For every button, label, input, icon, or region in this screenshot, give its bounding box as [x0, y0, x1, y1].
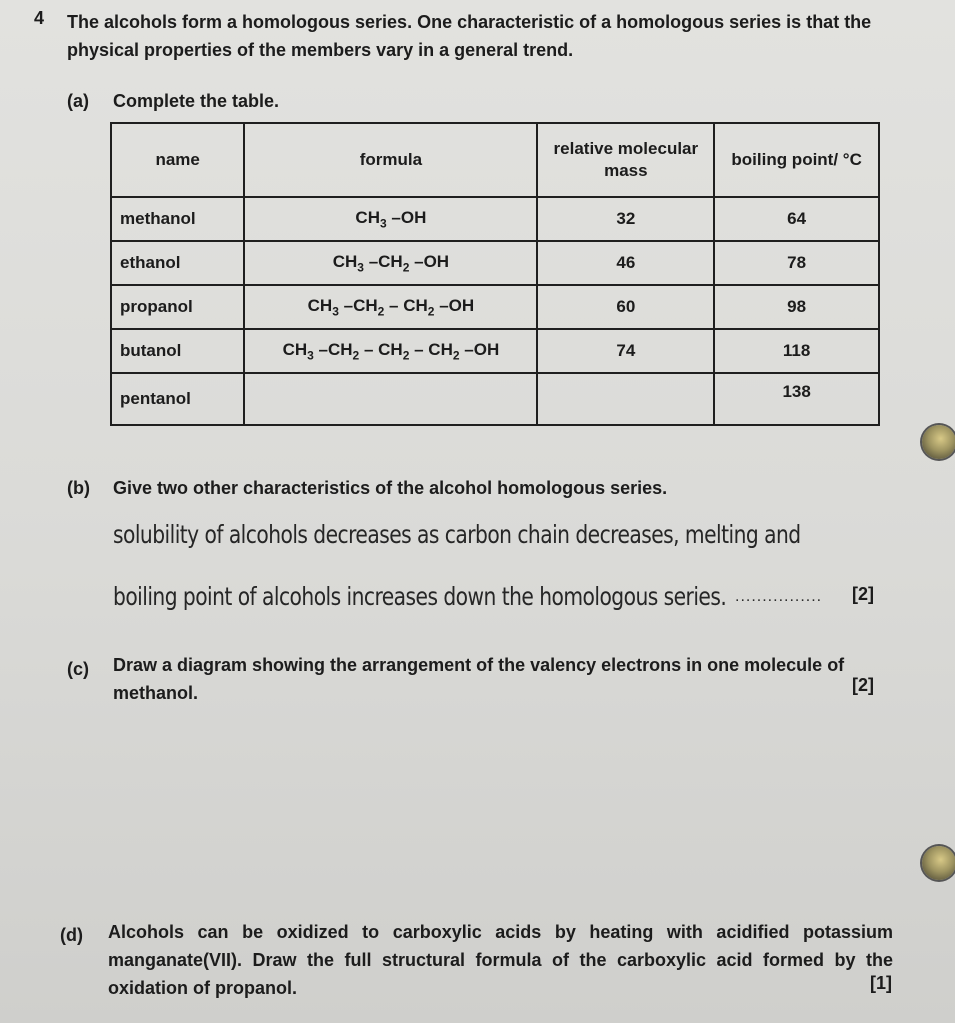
- drawing-area-c[interactable]: [113, 705, 883, 905]
- show-through-text: [30, 440, 90, 460]
- cell-rmm: 32: [537, 197, 714, 241]
- header-name: name: [111, 123, 244, 197]
- question-number: 4: [34, 8, 45, 28]
- part-b-label: (b): [67, 478, 90, 498]
- handwritten-answer-line-2[interactable]: boiling point of alcohols increases down the homologous series.: [113, 582, 727, 611]
- cell-rmm: 60: [537, 285, 714, 329]
- cell-formula: $CH_3$ $-CH_2 - CH_2 - CH_2$ –OH: [244, 329, 537, 373]
- cell-name: ethanol: [111, 241, 244, 285]
- table-row: [111, 373, 879, 425]
- cell-name: butanol: [111, 329, 244, 373]
- part-d-marks: [1]: [870, 973, 892, 993]
- cell-formula: $CH_3$ $-CH_2 - CH_2$ –OH: [244, 285, 537, 329]
- cell-name: methanol: [111, 197, 244, 241]
- cell-formula: $CH_3$ –OH: [244, 197, 537, 241]
- alcohol-table: [110, 122, 880, 426]
- answer-dotted-line: ................: [735, 588, 823, 605]
- cell-formula: $CH_3$ $-CH_2$ –OH: [244, 241, 537, 285]
- part-d-instruction: Alcohols can be oxidized to carboxylic acids by heating with acidified potassium manganate(VII). Draw the full structural formula of the carboxylic acid formed by the oxidation of propanol.: [108, 922, 893, 998]
- table-header-row: [111, 123, 879, 197]
- cell-boiling-point: 78: [714, 241, 879, 285]
- cell-rmm: 46: [537, 241, 714, 285]
- cell-boiling-point: 98: [714, 285, 879, 329]
- cell-boiling-point: 118: [714, 329, 879, 373]
- cell-name: pentanol: [111, 373, 244, 425]
- table-row: [111, 329, 879, 373]
- table-row: [111, 241, 879, 285]
- cell-boiling-point: 138: [714, 373, 879, 425]
- part-b-marks: [2]: [852, 584, 874, 604]
- header-rmm: relative molecular mass: [537, 123, 714, 197]
- handwritten-answer-line-1[interactable]: solubility of alcohols decreases as carbon chain decreases, melting and: [113, 520, 801, 549]
- header-boiling-point: boiling point/ °C: [714, 123, 879, 197]
- part-a-label: (a): [67, 91, 89, 111]
- table-row: [111, 285, 879, 329]
- header-formula: formula: [244, 123, 537, 197]
- part-a-instruction: Complete the table.: [113, 91, 280, 111]
- part-c-instruction: Draw a diagram showing the arrangement of the valency electrons in one molecule of methanol.: [113, 655, 845, 703]
- cell-rmm-empty[interactable]: [537, 373, 714, 425]
- part-b-instruction: Give two other characteristics of the alcohol homologous series.: [113, 478, 668, 498]
- binder-hole: [922, 846, 955, 880]
- binder-hole: [922, 425, 955, 459]
- cell-formula-empty[interactable]: [244, 373, 537, 425]
- part-c-label: (c): [67, 659, 89, 679]
- cell-rmm: 74: [537, 329, 714, 373]
- cell-name: propanol: [111, 285, 244, 329]
- cell-boiling-point: 64: [714, 197, 879, 241]
- part-c-marks: [2]: [852, 675, 874, 695]
- part-d-label: (d): [60, 925, 83, 945]
- question-stem: The alcohols form a homologous series. One characteristic of a homologous series is that the physical properties of the members vary in a general trend.: [67, 12, 872, 60]
- table-row: [111, 197, 879, 241]
